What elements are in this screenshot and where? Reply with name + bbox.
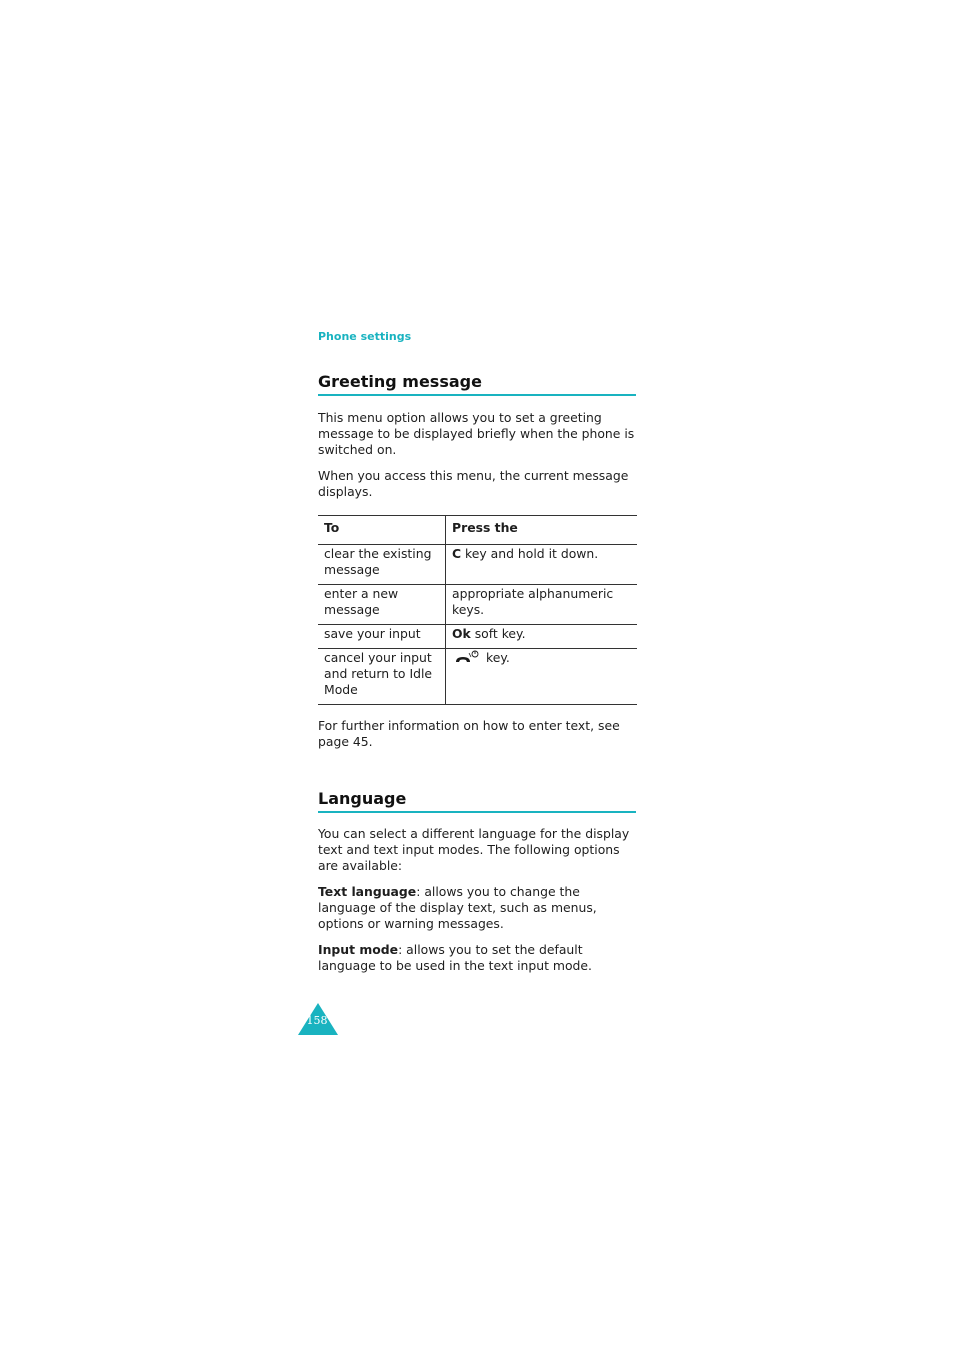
table-row [318,649,637,705]
col-header-press: Press the [446,516,638,545]
greeting-intro: This menu option allows you to set a greeting message to be displayed briefly when the phone is switched on. [318,410,635,457]
key-name: Ok [452,626,471,641]
page-number: 158 [306,1014,328,1027]
table-row [318,625,637,649]
end-call-key-icon [452,650,482,666]
key-desc: appropriate alphanumeric keys. [452,586,614,617]
col-header-to: To [318,516,446,545]
text-language-desc: : allows you to change the language of the display text, such as menus, options or warning messages. [318,884,597,931]
row-key [446,585,638,625]
input-mode-term: Input mode [318,942,399,957]
key-desc: key and hold it down. [461,546,599,561]
greeting-message-heading: Greeting message [318,372,636,396]
table-header-row [318,516,637,545]
further-info: For further information on how to enter text, see page 45. [318,718,620,749]
table-row [318,545,637,585]
input-mode-item [318,942,636,974]
row-action: save your input [318,625,446,649]
row-key [446,545,638,585]
text-language-term: Text language [318,884,417,899]
key-desc: key. [486,650,510,665]
row-action: clear the existing message [318,545,446,585]
key-name: C [452,546,462,561]
language-heading: Language [318,789,636,813]
row-action: enter a new message [318,585,446,625]
row-action: cancel your input and return to Idle Mode [318,649,446,705]
table-row [318,585,637,625]
running-head: Phone settings [318,330,412,343]
greeting-access-note: When you access this menu, the current message displays. [318,468,629,499]
text-language-item [318,884,636,932]
language-intro: You can select a different language for the display text and text input modes. The following options are available: [318,826,630,873]
row-key [446,625,638,649]
row-key [446,649,638,705]
key-desc: soft key. [470,626,526,641]
key-table [318,515,637,705]
input-mode-desc: : allows you to set the default language to be used in the text input mode. [318,942,592,973]
